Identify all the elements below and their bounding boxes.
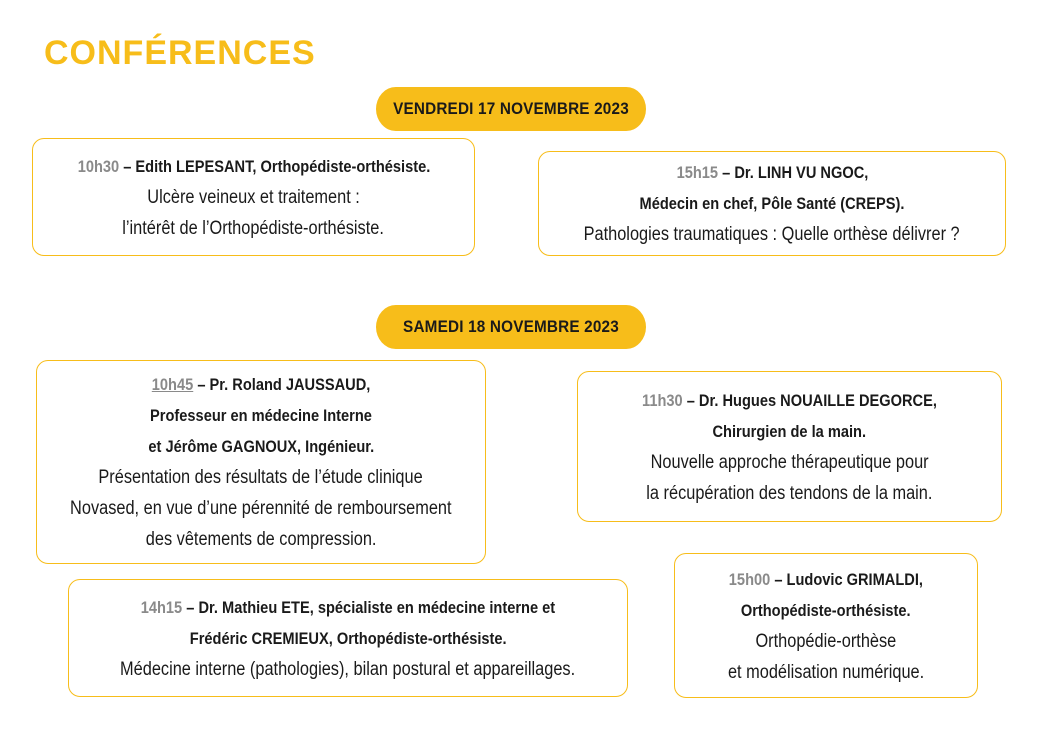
talk-speaker-detail: et Jérôme GAGNOUX, Ingénieur. bbox=[148, 437, 374, 456]
talk-speaker: 10h45 – Pr. Roland JAUSSAUD, bbox=[151, 375, 371, 394]
talk-speaker: 15h00 – Ludovic GRIMALDI, bbox=[728, 569, 924, 589]
talk-card bbox=[32, 138, 475, 256]
talk-speaker: 14h15 – Dr. Mathieu ETE, spécialiste en médecine interne et bbox=[140, 597, 556, 617]
talk-speaker: 10h30 – Edith LEPESANT, Orthopédiste-orthésiste. bbox=[77, 156, 430, 176]
talk-time: 14h15 bbox=[140, 597, 183, 617]
talk-topic: Novased, en vue d’une pérennité de remboursement bbox=[70, 498, 452, 519]
talk-topic: l’intérêt de l’Orthopédiste-orthésiste. bbox=[122, 217, 385, 239]
talk-topic: Pathologies traumatiques : Quelle orthèse délivrer ? bbox=[583, 224, 961, 245]
talk-card bbox=[68, 579, 628, 697]
talk-time: 10h30 bbox=[77, 156, 119, 176]
talk-speaker: 15h15 – Dr. LINH VU NGOC, bbox=[676, 163, 868, 182]
talk-time: 11h30 bbox=[642, 390, 683, 410]
talk-topic: Nouvelle approche thérapeutique pour bbox=[650, 451, 929, 473]
talk-speaker-detail: Frédéric CREMIEUX, Orthopédiste-orthésiste. bbox=[189, 628, 507, 648]
talk-card bbox=[36, 360, 486, 564]
talk-speaker-detail: Orthopédiste-orthésiste. bbox=[741, 600, 911, 620]
talk-speaker: 11h30 – Dr. Hugues NOUAILLE DEGORCE, bbox=[642, 390, 937, 410]
talk-card bbox=[674, 553, 978, 698]
talk-topic: Médecine interne (pathologies), bilan postural et appareillages. bbox=[120, 658, 576, 680]
talk-time: 10h45 bbox=[151, 375, 194, 394]
talk-topic: Orthopédie-orthèse bbox=[755, 630, 897, 652]
talk-card bbox=[538, 151, 1006, 256]
talk-speaker-detail: Chirurgien de la main. bbox=[712, 421, 867, 441]
talk-topic: Ulcère veineux et traitement : bbox=[147, 186, 360, 208]
talk-speaker-detail: Médecin en chef, Pôle Santé (CREPS). bbox=[639, 194, 905, 213]
day-badge-saturday: SAMEDI 18 NOVEMBRE 2023 bbox=[376, 305, 646, 349]
talk-time: 15h15 bbox=[676, 163, 718, 182]
talk-topic: la récupération des tendons de la main. bbox=[646, 482, 933, 504]
page-title: CONFÉRENCES bbox=[44, 34, 316, 72]
day-badge-friday: VENDREDI 17 NOVEMBRE 2023 bbox=[376, 87, 646, 131]
talk-topic: Présentation des résultats de l’étude clinique bbox=[98, 467, 424, 488]
talk-time: 15h00 bbox=[728, 569, 771, 589]
talk-card bbox=[577, 371, 1002, 522]
talk-topic: des vêtements de compression. bbox=[145, 529, 377, 550]
talk-topic: et modélisation numérique. bbox=[727, 661, 925, 683]
talk-speaker-detail: Professeur en médecine Interne bbox=[150, 406, 372, 425]
